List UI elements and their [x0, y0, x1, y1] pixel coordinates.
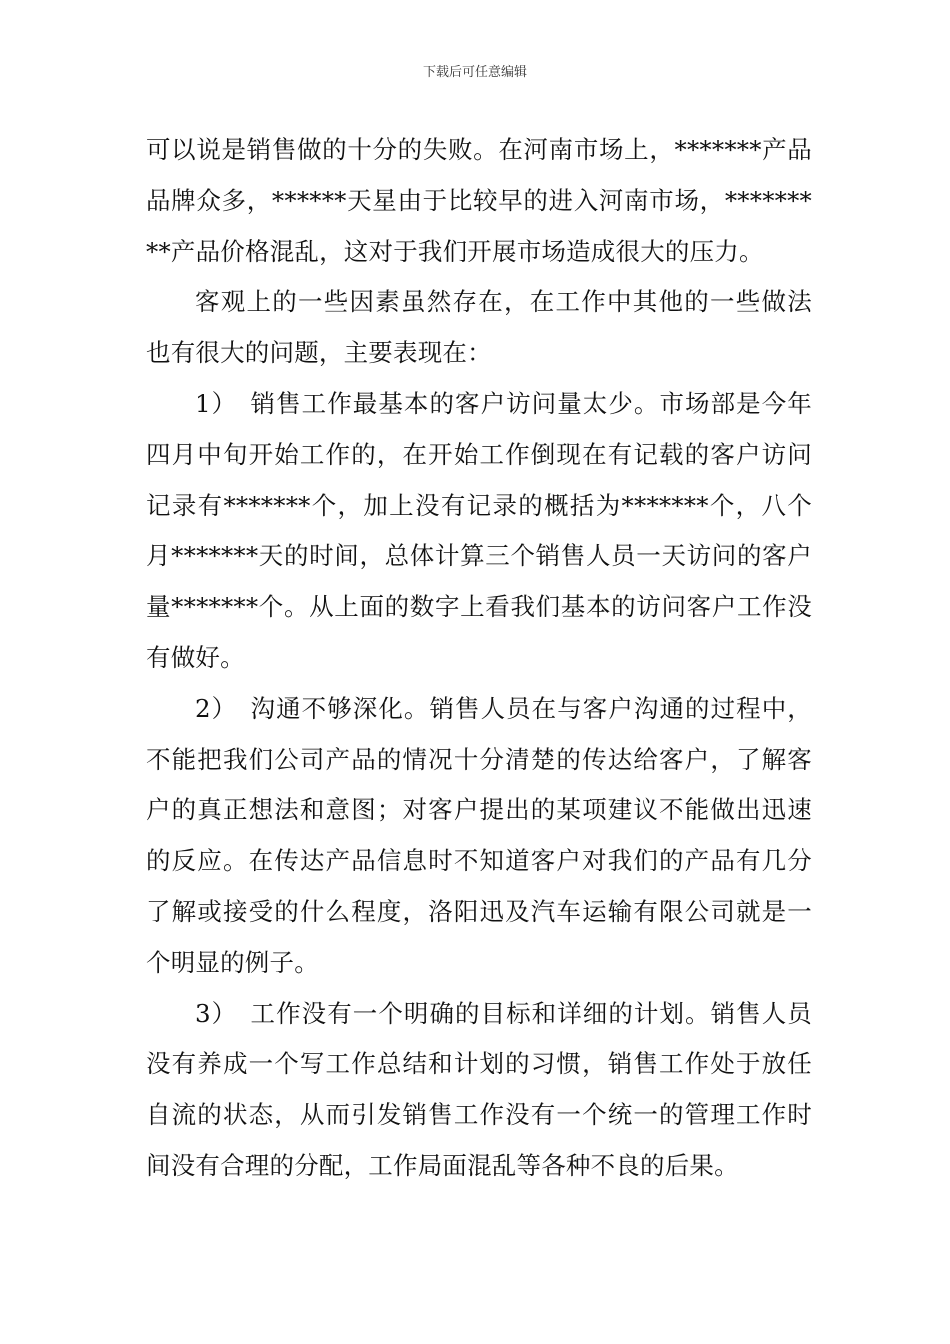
paragraph-market-failure: 可以说是销售做的十分的失败。在河南市场上，*******产品品牌众多，******天星由于比较早的进入河南市场，*********产品价格混乱，这对于我们开展市场造成很大的压力。: [146, 135, 812, 266]
paragraph-point-3-planning: 3） 工作没有一个明确的目标和详细的计划。销售人员没有养成一个写工作总结和计划的习惯，销售工作处于放任自流的状态，从而引发销售工作没有一个统一的管理工作时间没有合理的分配，工作局面混乱等各种不良的后果。: [146, 998, 812, 1180]
document-body: [146, 125, 812, 1192]
page-header-note: 下载后可任意编辑: [422, 65, 527, 80]
paragraph-point-2-communication: 2） 沟通不够深化。销售人员在与客户沟通的过程中，不能把我们公司产品的情况十分清楚的传达给客户，了解客户的真正想法和意图；对客户提出的某项建议不能做出迅速的反应。在传达产品信息时不知道客户对我们的产品有几分了解或接受的什么程度，洛阳迅及汽车运输有限公司就是一个明显的例子。: [146, 693, 812, 977]
paragraph-point-1-visit-volume: 1） 销售工作最基本的客户访问量太少。市场部是今年四月中旬开始工作的，在开始工作倒现在有记载的客户访问记录有*******个，加上没有记录的概括为*******个，八个月*******天的时间，总体计算三个销售人员一天访问的客户量*******个。从上面的数字上看我们基本的访问客户工作没有做好。: [146, 388, 812, 672]
paragraph-objective-factors: 客观上的一些因素虽然存在，在工作中其他的一些做法也有很大的问题，主要表现在：: [146, 287, 812, 368]
